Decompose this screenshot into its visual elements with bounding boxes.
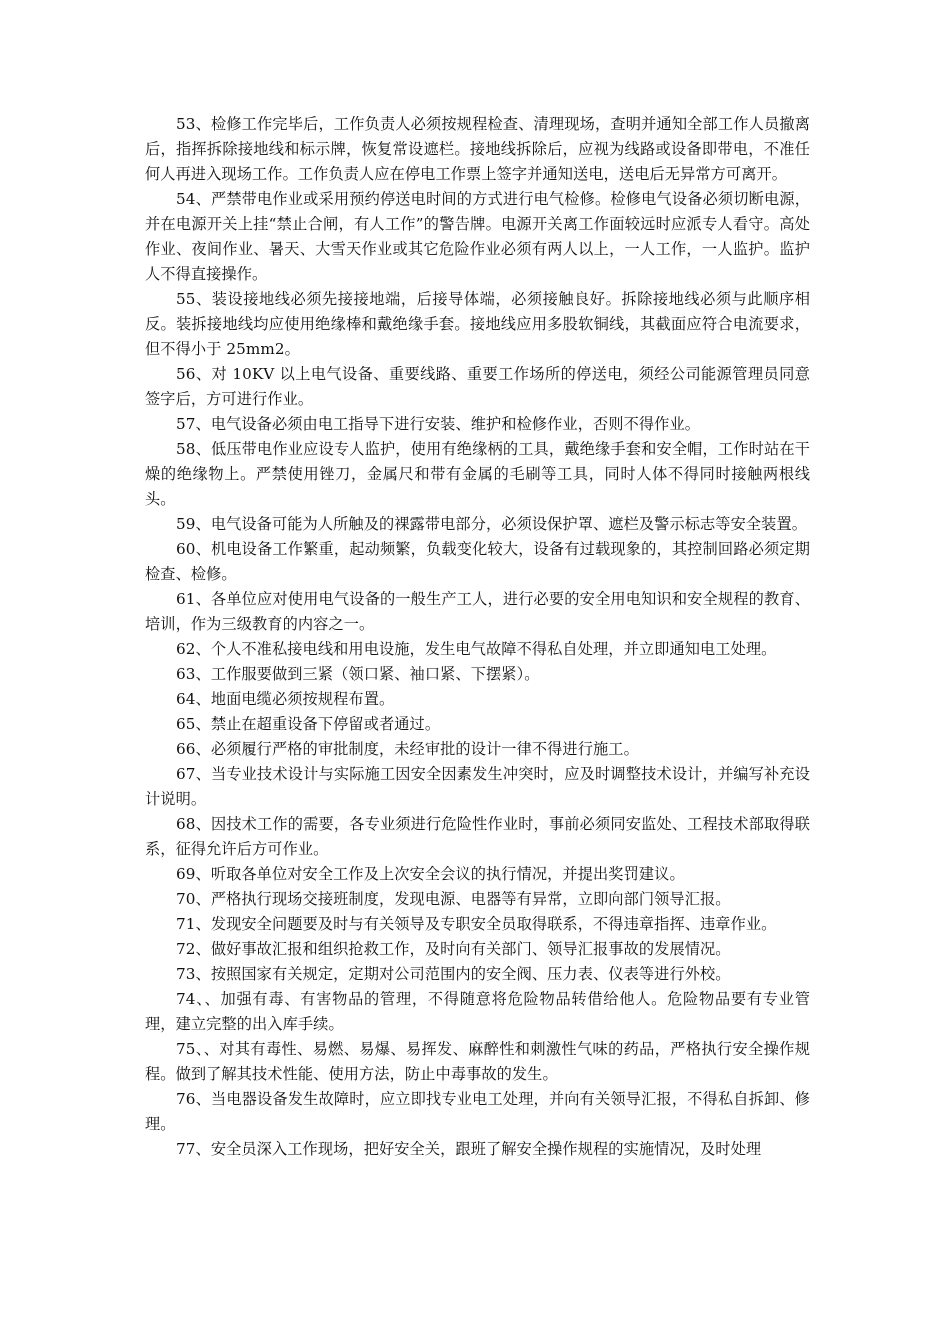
paragraph-57: 57、电气设备必须由电工指导下进行安装、维护和检修作业，否则不得作业。	[176, 415, 701, 433]
paragraph-70: 70、严格执行现场交接班制度，发现电源、电器等有异常，立即向部门领导汇报。	[176, 890, 731, 908]
paragraph-75: 75、、对其有毒性、易燃、易爆、易挥发、麻醉性和刺激性气味的药品，严格执行安全操作规程。做到了解其技术性能、使用方法，防止中毒事故的发生。	[145, 1040, 810, 1083]
paragraph-64: 64、地面电缆必须按规程布置。	[176, 690, 395, 708]
paragraph-69: 69、听取各单位对安全工作及上次安全会议的执行情况，并提出奖罚建议。	[176, 865, 685, 883]
paragraph-61: 61、各单位应对使用电气设备的一般生产工人，进行必要的安全用电知识和安全规程的教育、培训，作为三级教育的内容之一。	[145, 590, 810, 633]
paragraph-67: 67、当专业技术设计与实际施工因安全因素发生冲突时，应及时调整技术设计，并编写补充设计说明。	[145, 765, 810, 808]
paragraph-77: 77、安全员深入工作现场，把好安全关，跟班了解安全操作规程的实施情况，及时处理	[176, 1140, 762, 1158]
paragraph-68: 68、因技术工作的需要，各专业须进行危险性作业时，事前必须同安监处、工程技术部取得联系，征得允许后方可作业。	[145, 815, 810, 858]
paragraph-55: 55、装设接地线必须先接接地端，后接导体端，必须接触良好。拆除接地线必须与此顺序相反。装拆接地线均应使用绝缘棒和戴绝缘手套。接地线应用多股软铜线，其截面应符合电流要求，但不得小于 25mm2。	[145, 290, 810, 358]
paragraph-71: 71、发现安全问题要及时与有关领导及专职安全员取得联系，不得违章指挥、违章作业。	[176, 915, 777, 933]
paragraph-56: 56、对 10KV 以上电气设备、重要线路、重要工作场所的停送电，须经公司能源管理员同意签字后，方可进行作业。	[145, 365, 810, 408]
paragraph-54: 54、严禁带电作业或采用预约停送电时间的方式进行电气检修。检修电气设备必须切断电源，并在电源开关上挂“禁止合闸，有人工作”的警告牌。电源开关离工作面较远时应派专人看守。高处作业、夜间作业、暑天、大雪天作业或其它危险作业必须有两人以上，一人工作，一人监护。监护人不得直接操作。	[145, 190, 810, 283]
paragraph-53: 53、检修工作完毕后，工作负责人必须按规程检查、清理现场，查明并通知全部工作人员撤离后，指挥拆除接地线和标示牌，恢复常设遮栏。接地线拆除后，应视为线路或设备即带电，不准任何人再进入现场工作。工作负责人应在停电工作票上签字并通知送电，送电后无异常方可离开。	[145, 115, 810, 183]
paragraph-73: 73、按照国家有关规定，定期对公司范围内的安全阀、压力表、仪表等进行外校。	[176, 965, 731, 983]
paragraph-58: 58、低压带电作业应设专人监护，使用有绝缘柄的工具，戴绝缘手套和安全帽，工作时站在干燥的绝缘物上。严禁使用锉刀，金属尺和带有金属的毛刷等工具，同时人体不得同时接触两根线头。	[145, 440, 810, 508]
paragraph-59: 59、电气设备可能为人所触及的裸露带电部分，必须设保护罩、遮栏及警示标志等安全装置。	[176, 515, 808, 533]
paragraph-62: 62、个人不准私接电线和用电设施，发生电气故障不得私自处理，并立即通知电工处理。	[176, 640, 777, 658]
paragraph-60: 60、机电设备工作繁重，起动频繁，负载变化较大，设备有过载现象的，其控制回路必须定期检查、检修。	[145, 540, 810, 583]
paragraph-63: 63、工作服要做到三紧（领口紧、袖口紧、下摆紧）。	[176, 665, 540, 683]
paragraph-65: 65、禁止在超重设备下停留或者通过。	[176, 715, 441, 733]
paragraph-74: 74、、加强有毒、有害物品的管理，不得随意将危险物品转借给他人。危险物品要有专业管理，建立完整的出入库手续。	[145, 990, 810, 1033]
paragraph-76: 76、当电器设备发生故障时，应立即找专业电工处理，并向有关领导汇报，不得私自拆卸、修理。	[145, 1090, 810, 1133]
paragraph-72: 72、做好事故汇报和组织抢救工作，及时向有关部门、领导汇报事故的发展情况。	[176, 940, 731, 958]
document-page	[145, 112, 810, 1162]
paragraph-66: 66、必须履行严格的审批制度，未经审批的设计一律不得进行施工。	[176, 740, 639, 758]
